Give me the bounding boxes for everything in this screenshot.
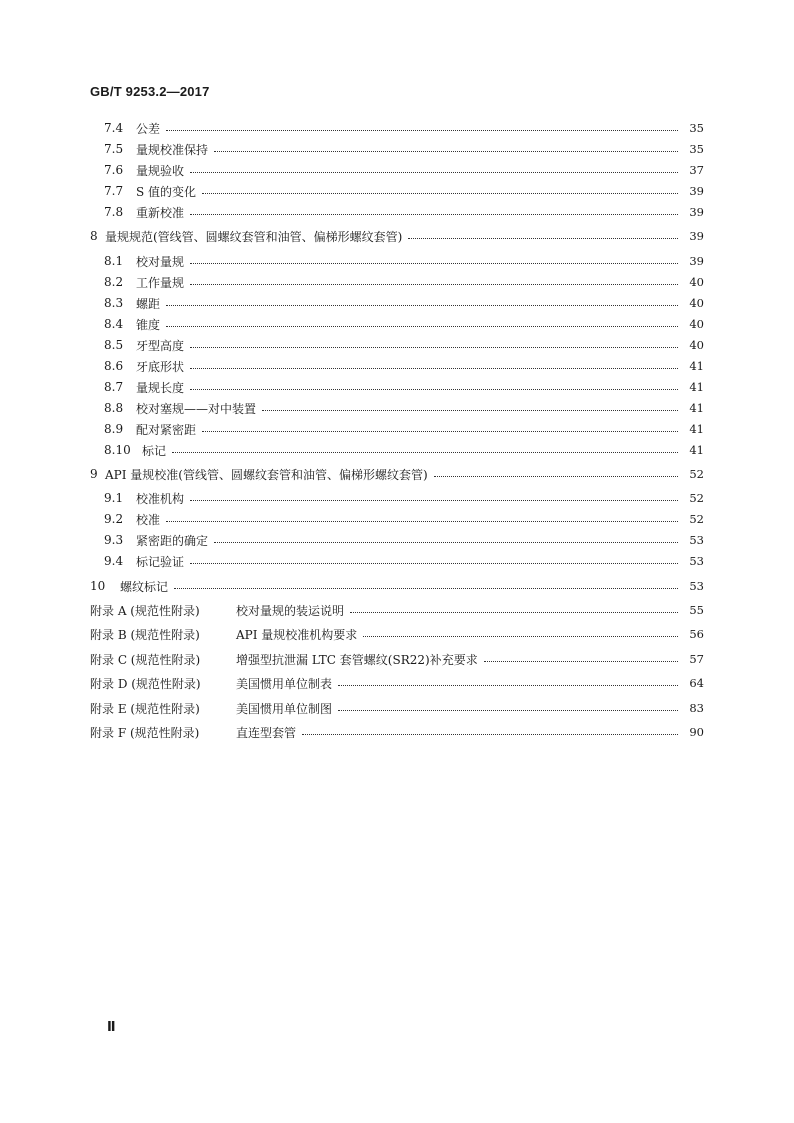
toc-entry-page: 41 [689,380,704,394]
toc-entry-number: 8.7 [104,380,124,394]
dot-leader [338,710,678,711]
toc-entry[interactable] [90,698,704,718]
toc-entry-page: 41 [689,443,704,457]
toc-entry-page: 39 [689,205,704,219]
toc-entry-title: 重新校准 [136,205,185,220]
dot-leader [338,685,678,686]
toc-entry-page: 35 [689,142,704,156]
dot-leader [190,389,678,390]
toc-entry-number: 8 [90,229,98,243]
toc-entry[interactable] [104,251,704,271]
toc-entry[interactable] [104,440,704,460]
toc-entry-number: 附录 D (规范性附录) [90,676,201,691]
toc-entry-number: 8.2 [104,275,124,289]
toc-entry-title: S 值的变化 [136,184,197,199]
toc-entry-number: 8.10 [104,443,131,457]
dot-leader [190,500,678,501]
toc-entry-number: 10 [90,579,106,593]
toc-entry[interactable] [104,488,704,508]
dot-leader [166,521,678,522]
toc-entry-number: 附录 E (规范性附录) [90,701,200,716]
toc-entry[interactable] [104,419,704,439]
toc-entry-title: 校对量规 [136,254,185,269]
toc-entry[interactable] [104,377,704,397]
dot-leader [190,214,678,215]
toc-entry[interactable] [90,464,704,484]
toc-entry-page: 56 [689,627,704,641]
toc-entry-title: 直连型套管 [236,725,297,740]
dot-leader [484,661,678,662]
toc-entry-title: 校准 [136,512,161,527]
dot-leader [190,347,678,348]
toc-entry-number: 8.1 [104,254,124,268]
toc-entry-title: 牙底形状 [136,359,185,374]
toc-entry-number: 7.7 [104,184,124,198]
toc-entry[interactable] [90,673,704,693]
toc-entry-page: 40 [689,296,704,310]
toc-entry-page: 40 [689,275,704,289]
dot-leader [174,588,678,589]
dot-leader [262,410,678,411]
standard-code-header: GB/T 9253.2—2017 [90,84,210,99]
dot-leader [350,612,678,613]
toc-entry-page: 40 [689,317,704,331]
toc-entry-title: 工作量规 [136,275,185,290]
dot-leader [172,452,678,453]
toc-entry[interactable] [90,722,704,742]
toc-entry-number: 8.6 [104,359,124,373]
toc-entry-title: 量规校准保持 [136,142,209,157]
dot-leader [190,368,678,369]
toc-entry-title: 校对量规的装运说明 [236,603,345,618]
toc-entry[interactable] [104,272,704,292]
toc-entry-title: 螺距 [136,296,161,311]
toc-entry-title: 紧密距的确定 [136,533,209,548]
toc-entry-number: 9.1 [104,491,124,505]
toc-entry-number: 附录 F (规范性附录) [90,725,200,740]
toc-entry-title: API 量规校准(管线管、圆螺纹套管和油管、偏梯形螺纹套管) [105,467,428,482]
toc-entry-title: 美国惯用单位制表 [236,676,333,691]
toc-entry[interactable] [104,314,704,334]
dot-leader [166,305,678,306]
toc-entry-number: 9 [90,467,98,481]
toc-entry-title: 校准机构 [136,491,185,506]
toc-entry-title: 量规验收 [136,163,185,178]
toc-entry[interactable] [104,118,704,138]
toc-entry[interactable] [90,649,704,669]
toc-entry-page: 83 [689,701,704,715]
toc-entry[interactable] [104,293,704,313]
toc-entry-page: 41 [689,359,704,373]
toc-entry-page: 53 [689,554,704,568]
dot-leader [166,326,678,327]
toc-entry-page: 41 [689,422,704,436]
toc-entry-number: 附录 C (规范性附录) [90,652,201,667]
toc-entry-title: 美国惯用单位制图 [236,701,333,716]
toc-entry[interactable] [104,551,704,571]
dot-leader [190,263,678,264]
toc-entry-title: 增强型抗泄漏 LTC 套管螺纹(SR22)补充要求 [236,652,478,667]
toc-entry-page: 64 [689,676,704,690]
toc-entry[interactable] [104,160,704,180]
dot-leader [166,130,678,131]
toc-entry-number: 9.2 [104,512,124,526]
toc-entry[interactable] [104,202,704,222]
toc-entry-number: 7.4 [104,121,124,135]
toc-entry-title: 标记 [142,443,167,458]
toc-entry[interactable] [90,576,704,596]
dot-leader [202,431,678,432]
toc-entry-page: 52 [689,491,704,505]
toc-entry-number: 9.4 [104,554,124,568]
toc-entry-page: 37 [689,163,704,177]
toc-entry-page: 52 [689,512,704,526]
toc-entry[interactable] [90,226,704,246]
toc-entry[interactable] [104,530,704,550]
toc-entry-page: 39 [689,184,704,198]
toc-entry-title: 配对紧密距 [136,422,197,437]
toc-entry-page: 52 [689,467,704,481]
dot-leader [363,636,678,637]
toc-entry-title: 螺纹标记 [120,579,169,594]
toc-entry-number: 8.5 [104,338,124,352]
toc-entry-page: 41 [689,401,704,415]
toc-entry[interactable] [104,335,704,355]
toc-entry-number: 8.9 [104,422,124,436]
toc-entry-page: 39 [689,254,704,268]
toc-entry-page: 57 [689,652,704,666]
toc-entry-title: 校对塞规——对中装置 [136,401,257,416]
toc-entry[interactable] [90,624,704,644]
toc-entry-page: 55 [689,603,704,617]
dot-leader [434,476,678,477]
toc-entry-title: 牙型高度 [136,338,185,353]
dot-leader [214,542,678,543]
dot-leader [190,284,678,285]
toc-entry-title: 锥度 [136,317,161,332]
toc-entry-number: 8.3 [104,296,124,310]
toc-entry-number: 9.3 [104,533,124,547]
dot-leader [214,151,678,152]
toc-entry-title: 公差 [136,121,161,136]
toc-entry-title: API 量规校准机构要求 [236,627,358,642]
toc-entry-title: 量规长度 [136,380,185,395]
dot-leader [202,193,678,194]
toc-entry-number: 7.8 [104,205,124,219]
dot-leader [190,172,678,173]
toc-entry-number: 附录 B (规范性附录) [90,627,200,642]
toc-entry-page: 90 [689,725,704,739]
toc-entry[interactable] [90,600,704,620]
dot-leader [190,563,678,564]
toc-entry-page: 39 [689,229,704,243]
toc-entry-number: 8.4 [104,317,124,331]
toc-entry[interactable] [104,181,704,201]
toc-entry-page: 40 [689,338,704,352]
toc-entry-page: 53 [689,579,704,593]
dot-leader [302,734,678,735]
dot-leader [408,238,678,239]
toc-entry-number: 8.8 [104,401,124,415]
page-number: Ⅱ [107,1020,116,1035]
toc-entry-page: 53 [689,533,704,547]
toc-entry-number: 7.5 [104,142,124,156]
toc-entry-title: 标记验证 [136,554,185,569]
toc-entry-page: 35 [689,121,704,135]
toc-entry[interactable] [104,398,704,418]
toc-entry-title: 量规规范(管线管、圆螺纹套管和油管、偏梯形螺纹套管) [105,229,403,244]
toc-entry[interactable] [104,139,704,159]
toc-entry[interactable] [104,356,704,376]
toc-entry[interactable] [104,509,704,529]
toc-entry-number: 附录 A (规范性附录) [90,603,200,618]
toc-entry-number: 7.6 [104,163,124,177]
